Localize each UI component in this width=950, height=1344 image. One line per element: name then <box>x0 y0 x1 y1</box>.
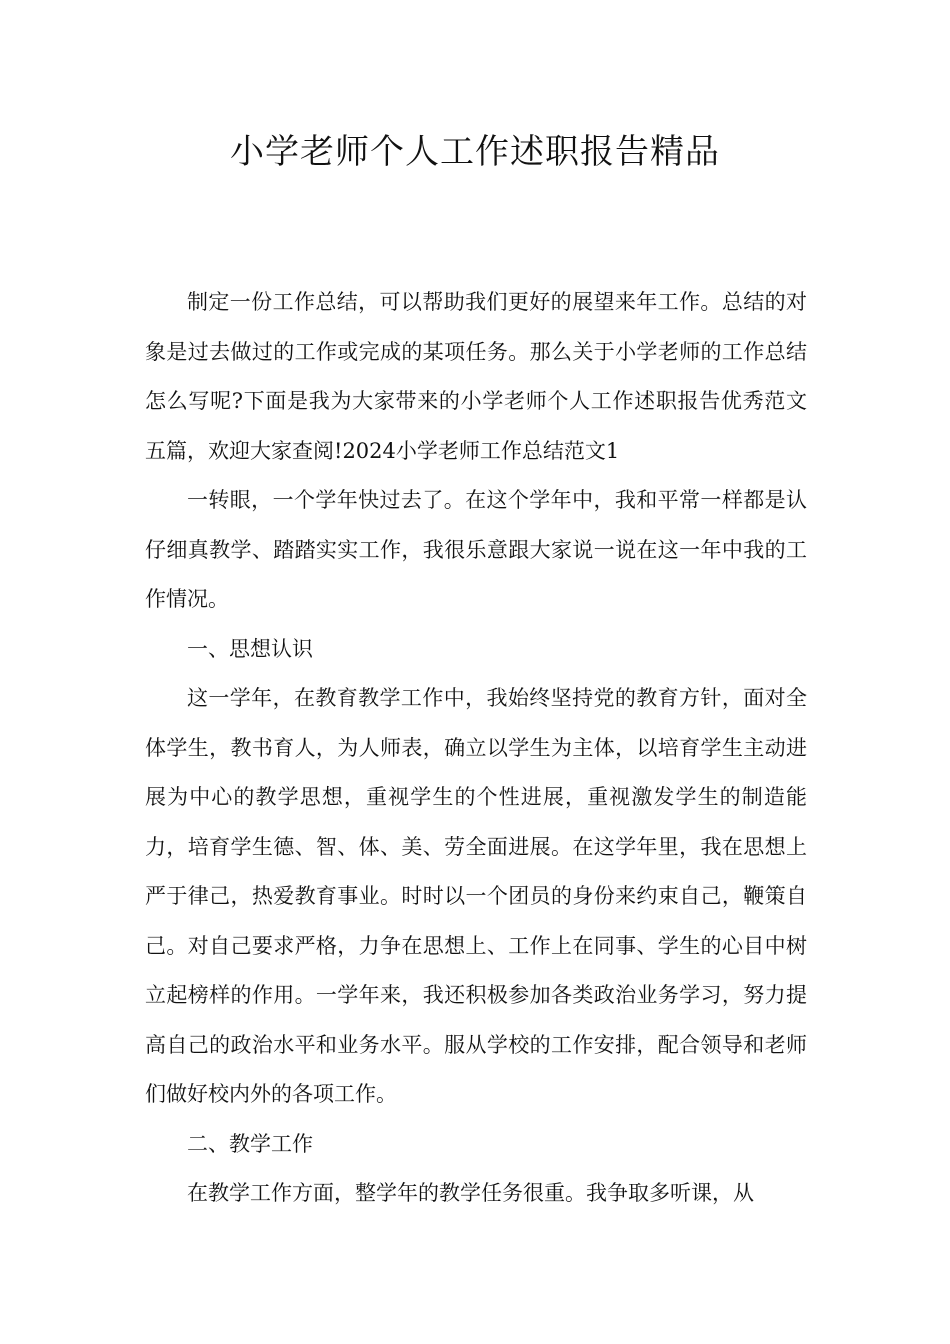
paragraph-opening: 一转眼，一个学年快过去了。在这个学年中，我和平常一样都是认仔细真教学、踏踏实实工作，我很乐意跟大家说一说在这一年中我的工作情况。 <box>145 488 807 611</box>
document-title: 小学老师个人工作述职报告精品 <box>230 132 720 172</box>
paragraph-teaching: 在教学工作方面，整学年的教学任务很重。我争取多听课，从 <box>187 1181 754 1205</box>
section-heading-thought: 一、思想认识 <box>187 636 313 661</box>
document-body <box>145 278 807 1219</box>
paragraph-thought: 这一学年，在教育教学工作中，我始终坚持党的教育方针，面对全体学生，教书育人，为人师表，确立以学生为主体，以培育学生主动进展为中心的教学思想，重视学生的个性进展，重视激发学生的制造能力，培育学生德、智、体、美、劳全面进展。在这学年里，我在思想上严于律己，热爱教育事业。时时以一个团员的身份来约束自己，鞭策自己。对自己要求严格，力争在思想上、工作上在同事、学生的心目中树立起榜样的作用。一学年来，我还积极参加各类政治业务学习，努力提高自己的政治水平和业务水平。服从学校的工作安排，配合领导和老师们做好校内外的各项工作。 <box>145 686 807 1106</box>
section-heading-teaching: 二、教学工作 <box>187 1131 313 1156</box>
paragraph-intro: 制定一份工作总结，可以帮助我们更好的展望来年工作。总结的对象是过去做过的工作或完成的某项任务。那么关于小学老师的工作总结怎么写呢?下面是我为大家带来的小学老师个人工作述职报告优秀范文五篇，欢迎大家查阅!2024小学老师工作总结范文1 <box>145 290 807 463</box>
